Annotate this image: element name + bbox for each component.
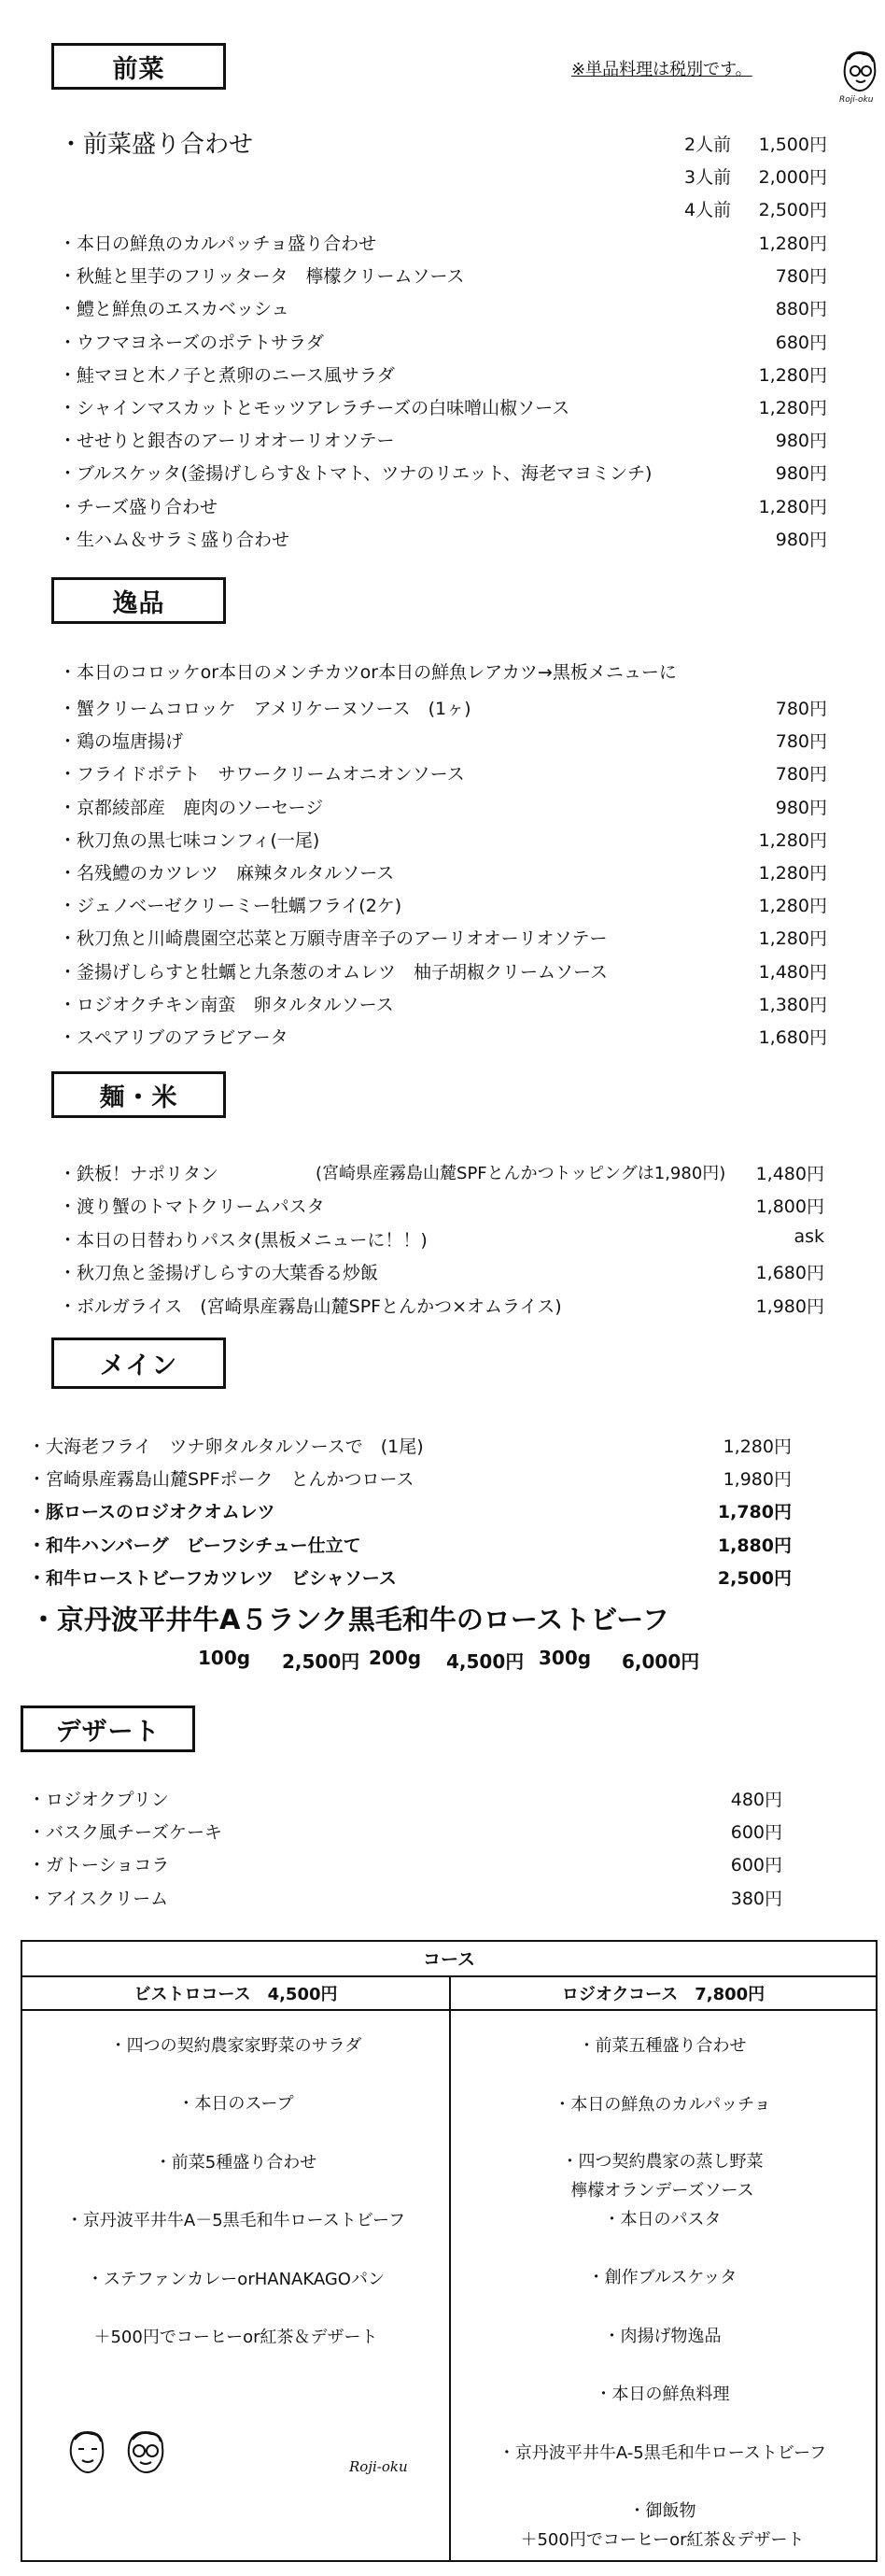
menu-item (59, 695, 827, 723)
menu-item (59, 760, 827, 788)
menu-item-name: ・ロジオクプリン (28, 1790, 169, 1810)
course-item: ・本日の鮮魚のカルパッチョ (554, 2095, 771, 2115)
section-title-main: メイン (51, 1338, 226, 1389)
course-item: ・本日の鮮魚料理 (595, 2385, 730, 2404)
menu-item-price: 780円 (775, 731, 827, 753)
menu-item (28, 1786, 782, 1814)
menu-item (59, 1160, 824, 1188)
menu-item-price: 1,280円 (758, 829, 827, 851)
menu-item-price: 1,280円 (758, 928, 827, 950)
menu-item-name: ・ロジオクチキン南蛮 卵タルタルソース (59, 994, 394, 1015)
menu-item-name: ・名残鱧のカツレツ 麻辣タルタルソース (59, 863, 395, 884)
menu-item (59, 1024, 827, 1052)
roastbeef-feature-name: ・京丹波平井牛A５ランク黒毛和牛のローストビーフ (30, 1604, 669, 1635)
menu-item-price: 680円 (775, 332, 827, 353)
menu-item-name: ・鶏の塩唐揚げ (59, 731, 184, 753)
menu-item-name: ・ブルスケッタ(釜揚げしらす＆トマト、ツナのリエット、海老マヨミンチ) (59, 463, 653, 485)
menu-item-price: 980円 (775, 529, 827, 550)
roastbeef-size: 200g (369, 1647, 422, 1669)
portion-size: 2人前 (684, 134, 732, 155)
menu-item (28, 1885, 782, 1913)
menu-item-name: ・鱧と鮮魚のエスカベッシュ (59, 299, 289, 320)
menu-item-name: ・アイスクリーム (28, 1888, 169, 1909)
menu-item-name: ・スペアリブのアラビアータ (59, 1027, 288, 1048)
menu-item-price: 880円 (775, 299, 827, 320)
course-item: ・前菜5種盛り合わせ (154, 2152, 317, 2173)
menu-item-price: 1,980円 (755, 1295, 824, 1317)
course-item: ・ステファンカレーorHANAKAGOパン (87, 2269, 385, 2289)
menu-item (59, 728, 827, 756)
menu-item-price: 1,480円 (758, 961, 827, 983)
menu-item-name: ・ボルガライス (宮崎県産霧島山麓SPFとんかつ×オムライス) (59, 1295, 562, 1317)
menu-item-price: 1,880円 (717, 1535, 792, 1556)
rojioku-course-header: ロジオクコース 7,800円 (561, 1985, 766, 2004)
section-title-ippin: 逸品 (51, 577, 226, 624)
menu-item-name: ・宮崎県産霧島山麓SPFポーク とんかつロース (28, 1469, 414, 1491)
menu-item-name: ・蟹クリームコロッケ アメリケーヌソース (1ヶ) (59, 699, 471, 719)
menu-item (28, 1498, 792, 1526)
menu-item-name: ・和牛ハンバーグ ビーフシチュー仕立て (28, 1535, 361, 1556)
menu-item-name: ・秋刀魚と釜揚げしらすの大葉香る炒飯 (59, 1263, 379, 1284)
course-item: ＋500円でコーヒーor紅茶＆デザート (93, 2328, 378, 2347)
course-item: ・四つの契約農家家野菜のサラダ (109, 2036, 362, 2056)
menu-item (28, 1851, 782, 1879)
menu-item-name: ・渡り蟹のトマトクリームパスタ (59, 1196, 325, 1218)
menu-item-name: ・鮭マヨと木ノ子と煮卵のニース風サラダ (59, 364, 395, 386)
course-title: コース (422, 1949, 476, 1970)
menu-item-name: ・ガトーショコラ (28, 1855, 170, 1876)
menu-item-price: 1,980円 (723, 1469, 792, 1491)
menu-item-name: ・バスク風チーズケーキ (28, 1822, 223, 1844)
menu-item (59, 493, 827, 521)
menu-item (59, 230, 827, 258)
roastbeef-price: 6,000円 (622, 1650, 700, 1673)
menu-item (28, 1433, 792, 1461)
menu-item-price: 1,280円 (758, 398, 827, 418)
menu-item-name: ・ウフマヨネーズのポテトサラダ (59, 332, 324, 353)
course-item: 檸檬オランデーズソース (570, 2181, 754, 2201)
menu-item-price: 780円 (775, 699, 827, 719)
menu-item-price: 600円 (730, 1855, 782, 1876)
menu-item-name: ・釜揚げしらすと牡蠣と九条葱のオムレツ 柚子胡椒クリームソース (59, 961, 609, 983)
menu-item-name: ・シャインマスカットとモッツアレラチーズの白味噌山椒ソース (59, 398, 570, 418)
menu-item-name: ・鉄板！ナポリタン (59, 1164, 219, 1184)
menu-item-price: 1,780円 (717, 1502, 792, 1523)
section-title-dessert: デザート (21, 1706, 195, 1752)
menu-item (59, 526, 827, 554)
portion-price: 2,000円 (758, 167, 827, 188)
menu-item (59, 859, 827, 887)
menu-item (59, 295, 827, 323)
menu-item (59, 1226, 824, 1254)
roastbeef-size: 300g (539, 1647, 592, 1669)
menu-item-price: 380円 (730, 1888, 782, 1909)
course-item: ・四つ契約農家の蒸し野菜 (561, 2152, 764, 2172)
logo-text: Roji-oku (839, 95, 874, 105)
course-item: ・京丹波平井牛A-5黒毛和牛ローストビーフ (498, 2443, 827, 2463)
menu-item-price: 2,500円 (717, 1567, 792, 1589)
menu-item (59, 958, 827, 986)
section-title-zensai: 前菜 (51, 43, 226, 90)
menu-item (59, 394, 827, 422)
menu-item-note: (宮崎県産霧島山麓SPFとんかつトッピングは1,980円) (316, 1164, 726, 1183)
menu-item-price: 1,280円 (758, 896, 827, 917)
menu-item (28, 1465, 792, 1493)
menu-item-price: 780円 (775, 764, 827, 786)
menu-item-price: ask (794, 1225, 824, 1247)
course-item: ＋500円でコーヒーor紅茶＆デザート (520, 2530, 805, 2550)
menu-item (59, 1259, 824, 1287)
menu-item-name: ・本日の日替わりパスタ(黒板メニューに！！) (59, 1229, 428, 1251)
course-header-divider (22, 2009, 876, 2011)
menu-item (59, 991, 827, 1019)
course-item: ・創作ブルスケッタ (587, 2268, 738, 2287)
menu-item-name: ・ジェノベーゼクリーミー牡蠣フライ(2ケ) (59, 896, 402, 917)
menu-item-price: 1,680円 (755, 1263, 824, 1284)
bistro-course-header: ビストロコース 4,500円 (133, 1985, 338, 2004)
menu-item-price: 1,280円 (758, 364, 827, 386)
menu-item-price: 1,280円 (758, 496, 827, 517)
menu-item (59, 460, 827, 488)
menu-item (28, 1532, 792, 1560)
menu-item-name: ・生ハム＆サラミ盛り合わせ (59, 529, 290, 550)
menu-item-name: ・秋刀魚と川崎農園空芯菜と万願寺唐辛子のアーリオオーリオソテー (59, 928, 608, 950)
menu-item (59, 329, 827, 357)
menu-item-name: ・チーズ盛り合わせ (59, 496, 218, 517)
logo-face-icon (836, 47, 882, 106)
menu-item (59, 925, 827, 953)
bistro-logo-text: Roji-oku (349, 2458, 408, 2475)
menu-item (59, 262, 827, 290)
menu-item-price: 1,280円 (758, 234, 827, 254)
menu-item-price: 480円 (730, 1790, 782, 1810)
menu-item (59, 1293, 824, 1321)
menu-item-name: ・せせりと銀杏のアーリオオーリオソテー (59, 431, 395, 452)
menu-item-price: 600円 (730, 1822, 782, 1844)
menu-item-name: ・豚ロースのロジオクオムレツ (28, 1502, 275, 1523)
course-item: ・本日のパスタ (603, 2210, 722, 2229)
course-item: ・肉揚げ物逸品 (603, 2327, 722, 2346)
menu-item-price: 1,280円 (723, 1437, 792, 1457)
menu-item (59, 892, 827, 920)
menu-item (59, 794, 827, 822)
menu-item-price: 780円 (775, 266, 827, 288)
roastbeef-size: 100g (198, 1647, 251, 1669)
menu-item-price: 980円 (775, 463, 827, 485)
ippin-intro: ・本日のコロッケor本日のメンチカツor本日の鮮魚レアカツ→黒板メニューに (59, 662, 677, 683)
menu-item-name: ・秋鮭と里芋のフリッタータ 檸檬クリームソース (59, 266, 465, 288)
menu-item-name: ・秋刀魚の黒七味コンフィ(一尾) (59, 829, 320, 851)
menu-item-price: 1,680円 (758, 1027, 827, 1048)
menu-item (28, 1564, 792, 1592)
menu-item-name: ・大海老フライ ツナ卵タルタルソースで (1尾) (28, 1437, 424, 1457)
menu-item (59, 361, 827, 389)
course-item: ・本日のスープ (177, 2094, 294, 2115)
menu-item-name: ・本日の鮮魚のカルパッチョ盛り合わせ (59, 234, 377, 254)
menu-item-price: 1,280円 (758, 863, 827, 884)
menu-item-name: ・京都綾部産 鹿肉のソーセージ (59, 797, 324, 818)
menu-item-price: 980円 (775, 431, 827, 452)
menu-item (59, 827, 827, 855)
menu-item (28, 1819, 782, 1847)
portion-price: 1,500円 (758, 134, 827, 155)
logo-face-icon (63, 2428, 110, 2481)
menu-item (59, 427, 827, 455)
menu-item (59, 1193, 824, 1221)
roastbeef-price: 4,500円 (446, 1650, 525, 1673)
course-item: ・京丹波平井牛A－5黒毛和牛ローストビーフ (65, 2211, 406, 2231)
roastbeef-price: 2,500円 (282, 1650, 360, 1673)
menu-item-name: ・フライドポテト サワークリームオニオンソース (59, 764, 465, 786)
logo-face-glasses-icon (121, 2428, 170, 2481)
menu-item-price: 1,480円 (755, 1164, 824, 1184)
course-item: ・前菜五種盛り合わせ (578, 2036, 747, 2056)
section-title-men: 麺・米 (51, 1071, 226, 1118)
menu-item-price: 1,380円 (758, 994, 827, 1015)
course-item: ・御飯物 (628, 2501, 696, 2521)
portion-price: 2,500円 (758, 200, 827, 220)
portion-size: 4人前 (684, 200, 732, 220)
tax-note: ※単品料理は税別です。 (571, 60, 752, 79)
menu-item-price: 980円 (775, 797, 827, 818)
menu-item-name: ・和牛ローストビーフカツレツ ビシャソース (28, 1567, 397, 1589)
portion-size: 3人前 (684, 167, 732, 188)
zensai-moriawase-name: ・前菜盛り合わせ (59, 131, 254, 159)
menu-item-price: 1,800円 (755, 1196, 824, 1218)
